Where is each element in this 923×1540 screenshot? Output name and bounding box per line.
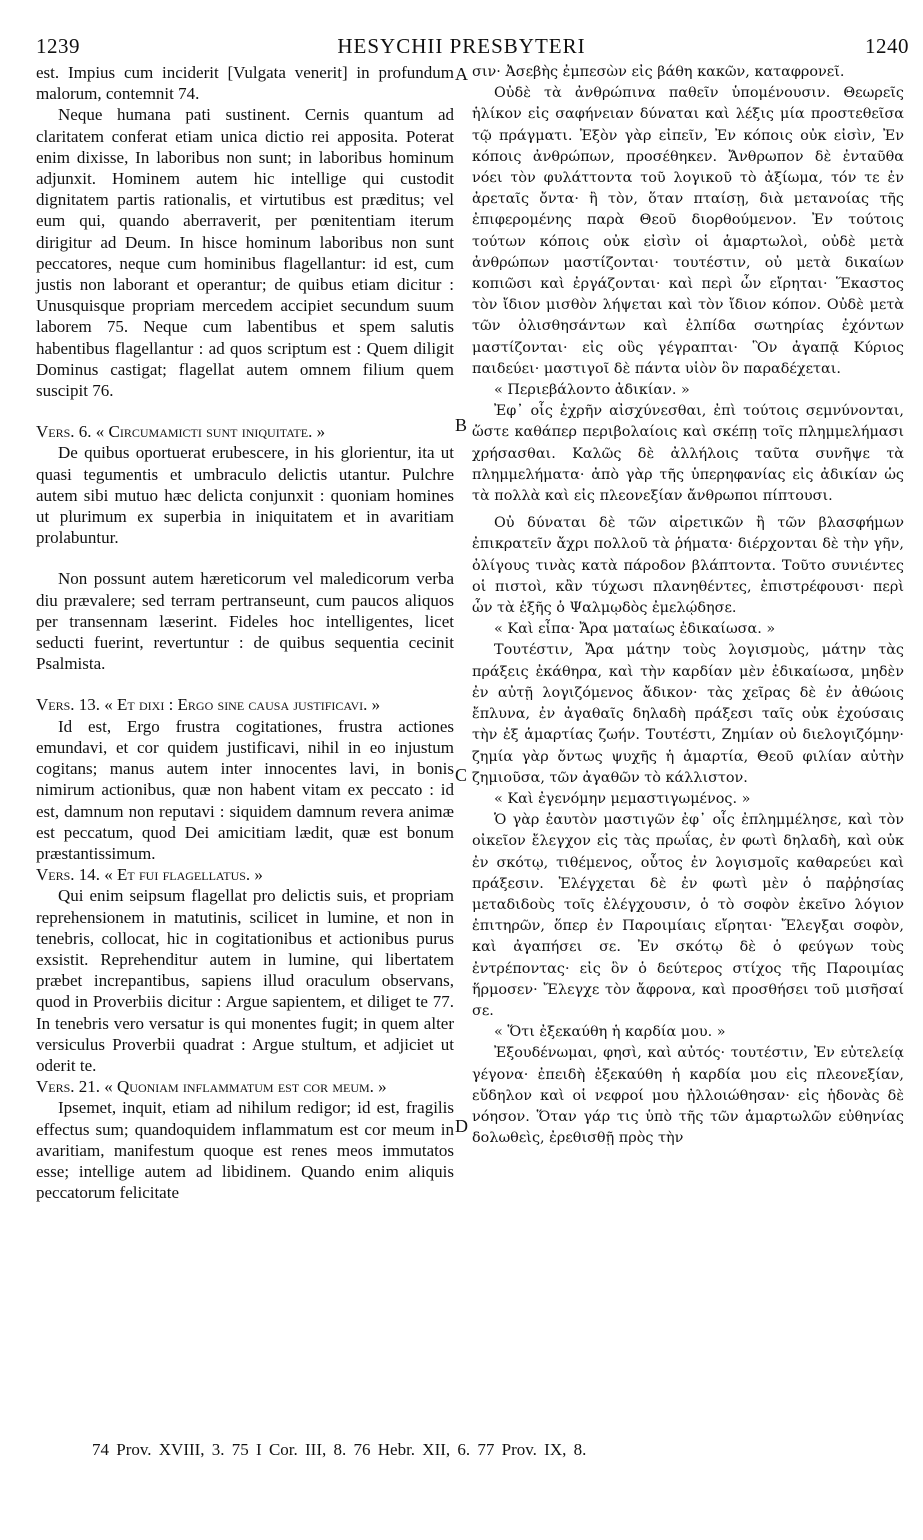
paragraph: Τουτέστιν, Ἄρα μάτην τοὺς λογισμοὺς, μάτην τὰς πράξεις ἐκάθηρα, καὶ τὴν καρδίαν μὲν ἐδικαίωσα, μηδὲν ἐν αὐτῇ λογιζόμενος ἄδικον· τὰς χεῖρας δὲ ἐν ἀθώοις ἔπλυνα, ἐν ἀγαθαῖς δηλαδὴ πράξεσι ταῖς οὐκ ἐχούσαις τὴν ἐξ ἁμαρτίας ζωήν. Τουτέστι, Ζημίαν οὐ διελογιζόμην· ζημία γὰρ ὄντως ψυχῆς ἡ ἁμαρτία, Θεοῦ φιλίαν αὐτὴν ζημιοῦσα, τῶν ἀγαθῶν τὸ κάλλιστον.	[472, 642, 904, 786]
paragraph: Οὐ δύναται δὲ τῶν αἱρετικῶν ἢ τῶν βλασφήμων ἐπικρατεῖν ἄχρι πολλοῦ τὰ ῥήματα· διέρχονται δὲ τὴν γῆν, ὀλίγους τινὰς κατὰ πάροδον βλάπτοντα. Τοῦτο συνιέντες οἱ πιστοὶ, κἂν τύχωσι πλανηθέντες, ἐπιστρέφουσι· περὶ ὧν τὰ ἑξῆς ὁ Ψαλμῳδὸς ἐμελῴδησε.	[472, 515, 904, 617]
paragraph: Ἐφ᾽ οἷς ἐχρῆν αἰσχύνεσθαι, ἐπὶ τούτοις σεμνύνονται, ὥστε καθάπερ περιβολαίοις καὶ σκέπῃ τοῖς πλημμελήμασι χρήσασθαι. Καλῶς δὲ ἀλλήλοις ταῦτα συνῆψε τὰ πλημμελήματα· ἀπὸ γὰρ τῆς ὑπερηφανίας εἰς ἀδικίαν ὡς τὰ πολλὰ καὶ εἰς πλεονεξίαν ἄνθρωποι πίπτουσι.	[472, 403, 904, 505]
paragraph: σιν· Ἀσεβὴς ἐμπεσὼν εἰς βάθη κακῶν, καταφρονεῖ.	[472, 64, 845, 80]
verse-heading: Vers. 21. « Quoniam inflammatum est cor meum. »	[36, 1077, 387, 1097]
verse-heading: Vers. 13. « Et dixi : Ergo sine causa justificavi. »	[36, 695, 381, 715]
paragraph: est. Impius cum inciderit [Vulgata venerit] in profundum malorum, contemnit 74.	[36, 63, 454, 104]
margin-letter-b: B	[455, 415, 468, 435]
footnotes: 74 Prov. XVIII, 3. 75 I Cor. III, 8. 76 Hebr. XII, 6. 77 Prov. IX, 8.	[92, 1440, 587, 1459]
paragraph: Neque humana pati sustinent. Cernis quantum ad claritatem conferat etiam unica dictio rei apposita. Poterat enim dixisse, In laboribus non sunt; in laboribus hominum adjunxit. Hominem autem hic intellige qui custodit dignitatem partis rationalis, et virtutibus est præditus; vel eum qui, quando aberraverit, per pœnitentiam iterum dirigitur ad Deum. In hisce hominum laboribus non sunt peccatores, neque cum hominibus flagellantur: id est, cum justis non laborant et operantur; de quibus etiam dicitur : Unusquisque propriam mercedem accipiet secundum suum laborem 75. Neque cum labentibus et spem salutis habentibus flagellantur : ad quos scriptum est : Quem diligit Dominus castigat; flagellat autem omnem filium quem suscipit 76.	[36, 105, 454, 401]
page-number-left: 1239	[36, 34, 80, 58]
paragraph: Qui enim seipsum flagellat pro delictis suis, et propriam reprehensionem in matutinis, scilicet in lumine, et non in tenebris, collocat, hic in cogitationibus et actionibus purus exsistit. Reprehenditur autem in lumine, qui libertatem præbet increpantibus, sapiens illud oraculum observans, quod in Proverbiis dicitur : Argue sapientem, et diliget te 77. In tenebris vero versatur is qui monentes fugit; in quem alter versiculus Proverbii quadrat : Argue stultum, et adjiciet ut oderit te.	[36, 886, 454, 1075]
verse-heading: « Καὶ εἶπα· Ἄρα ματαίως ἐδικαίωσα. »	[494, 621, 776, 638]
margin-letter-c: C	[455, 765, 468, 785]
greek-column	[472, 62, 904, 1149]
paragraph: De quibus oportuerat erubescere, in his glorientur, ita ut quasi tegumentis et umbraculo delictis utantur. Pulchre autem sibi mutuo hæc delicta conjunxit : quoniam homines ut plurimum ex superbia in iniquitatem et in avaritiam prolabuntur.	[36, 443, 454, 548]
paragraph: Id est, Ergo frustra cogitationes, frustra actiones emundavi, et cor quidem justificavi, nihil in eo injustum cogitans; manus autem inter innocentes lavi, in bonis nimirum actionibus, quæ non habent vitam ex peccato : id est, damnum non reputavi : siquidem damnum revera animæ est peccatum, quod Dei amicitiam lædit, quæ est bonum præstantissimum.	[36, 716, 454, 863]
paragraph: Ὁ γὰρ ἑαυτὸν μαστιγῶν ἐφ᾽ οἷς ἐπλημμέλησε, καὶ τὸν οἰκεῖον ἔλεγχον εἰς τὰς πρωΐας, ἐν φωτὶ δηλαδὴ, καὶ οὐκ ἐν σκότῳ, τιθέμενος, οὗτος ἐν λογισμοῖς καθαρεύει καὶ πράξεσιν. Ἐλέγχεται δὲ ἐν φωτὶ μὲν ὁ παῤῥησίας μεταδιδοὺς τοῖς ἐλέγχουσιν, ὁ τὸ σοφὸν ἐκεῖνο λόγιον ἐπιτηρῶν, ὅπερ ἐν Παροιμίαις εἴρηται· Ἔλεγξαι σοφὸν, καὶ ἀγαπήσει σε. Ἐν σκότῳ δὲ ὁ φεύγων τοὺς ἐντρέποντας· εἰς ὃν ὁ δεύτερος στίχος τῆς Παροιμίας ἥρμοσεν· Ἔλεγχε τὸν ἄφρονα, καὶ προσθήσει τοῦ μισῆσαί σε.	[472, 812, 904, 1019]
paragraph: Ipsemet, inquit, etiam ad nihilum redigor; id est, fragilis effectus sum; quandoquidem inflammatum est cor meum in avaritiam, manifestum quoque est renes meos immutatos esse; intellige autem ad libidinem. Quando enim aliquis peccatorum felicitate	[36, 1098, 454, 1203]
paragraph: Ἐξουδένωμαι, φησὶ, καὶ αὐτός· τουτέστιν, Ἐν εὐτελείᾳ γέγονα· ἐπειδὴ ἐξεκαύθη ἡ καρδία μου εἰς πλεονεξίαν, εὔδηλον καὶ οἱ νεφροί μου ἠλλοιώθησαν· εἰς ἡδονὰς δὲ νόησον. Ὅταν γάρ τις ὑπὸ τῆς τῶν ἁμαρτωλῶν εὐθηνίας δολωθεὶς, ἐρεθισθῇ πρὸς τὴν	[472, 1045, 904, 1147]
paragraph: Οὐδὲ τὰ ἀνθρώπινα παθεῖν ὑπομένουσιν. Θεωρεῖς ἡλίκον εἰς σαφήνειαν δύναται καὶ λέξις μία προστεθεῖσα τῷ πράγματι. Ἐξὸν γὰρ εἰπεῖν, Ἐν κόποις οὐκ εἰσὶν, Ἐν κόποις ἀνθρώπων, προσέθηκεν. Ἄνθρωπον δὲ ἐνταῦθα νόει τὸν φυλάττοντα τοῦ λογικοῦ τὸ ἀξίωμα, τόν τε ἐν ἀρεταῖς ὄντα· ἢ τὸν, ὅταν πταίσῃ, διὰ μετανοίας τῆς ἐπιφερομένης παρὰ Θεοῦ διορθούμενον. Ἐν τούτοις τούτων κόποις οὐκ εἰσὶν οἱ ἁμαρτωλοὶ, οὐδὲ μετὰ ἀνθρώπων μαστίζονται· τουτέστιν, οὐ μετὰ δικαίων κοπιῶσι καὶ ἐργάζονται· καὶ περὶ ὧν εἴρηται· Ἕκαστος τὸν ἴδιον μισθὸν λήψεται καὶ τὸν ἴδιον κόπον. Οὐδὲ μετὰ τῶν ὀλισθησάντων καὶ ἐλπίδα σωτηρίας ἐχόντων μαστίζονται· εἰς οὓς γέγραπται· Ὃν ἀγαπᾷ Κύριος παιδεύει· μαστιγοῖ δὲ πάντα υἱὸν ὃν παραδέχεται.	[472, 85, 904, 377]
page-number-right: 1240	[865, 34, 909, 58]
margin-letter-d: D	[455, 1116, 468, 1136]
margin-letter-a: A	[455, 64, 468, 84]
running-title: HESYCHII PRESBYTERI	[337, 34, 586, 58]
verse-heading: « Περιεβάλοντο ἀδικίαν. »	[494, 382, 690, 399]
verse-heading: Vers. 6. « Circumamicti sunt iniquitate. »	[36, 422, 326, 442]
verse-heading: « Καὶ ἐγενόμην μεμαστιγωμένος. »	[494, 790, 751, 807]
verse-heading: « Ὅτι ἐξεκαύθη ἡ καρδία μου. »	[494, 1024, 726, 1041]
paragraph: Non possunt autem hæreticorum vel maledicorum verba diu prævalere; sed terram pertranseunt, cum paucos aliquos per transennam læserint. Fideles hoc intelligentes, licet seducti fuerint, revertuntur : de quibus sequentia cecinit Psalmista.	[36, 569, 454, 674]
latin-column	[36, 62, 454, 1203]
verse-heading: Vers. 14. « Et fui flagellatus. »	[36, 865, 263, 885]
